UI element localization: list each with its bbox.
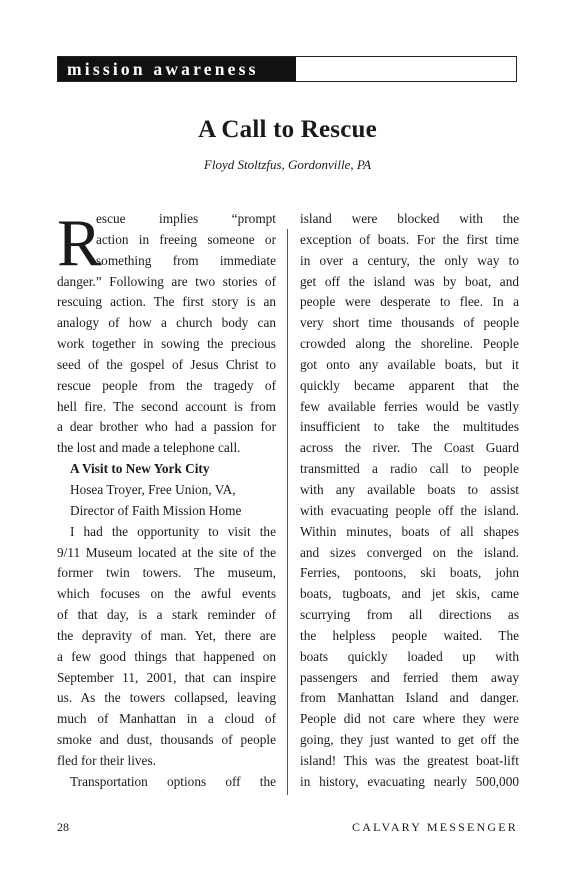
column-divider xyxy=(287,229,288,795)
drop-cap: R xyxy=(57,206,102,280)
text-line: the helpless people waited. The xyxy=(300,627,519,643)
text-line: the depravity of man. Yet, there are xyxy=(57,627,276,643)
text-line: danger.” Following are two stories of xyxy=(57,273,276,289)
text-line: get off the island was by boat, and xyxy=(300,273,519,289)
text-line: going, they just wanted to get off the xyxy=(300,732,519,748)
section-banner xyxy=(57,56,517,82)
text-line: few available ferries would be vastly xyxy=(300,398,519,414)
text-line: fled for their lives. xyxy=(57,752,156,768)
publication-name: CALVARY MESSENGER xyxy=(352,820,518,834)
text-line: I had the opportunity to visit the xyxy=(70,523,276,539)
text-line: transmitted a radio call to people xyxy=(300,461,519,477)
text-line: People did not care where they were xyxy=(300,711,519,727)
text-line: escue implies “prompt xyxy=(96,211,276,226)
text-line: September 11, 2001, that can inspire xyxy=(57,669,276,685)
text-line: Within minutes, boats of all shapes xyxy=(300,523,519,539)
text-line: Transportation options off the xyxy=(70,773,276,789)
text-line: a few good things that happened on xyxy=(57,648,276,664)
text-line: smoke and dust, thousands of people xyxy=(57,732,276,748)
text-line: action in freeing someone or xyxy=(96,231,276,247)
text-line: island were blocked with the xyxy=(300,211,519,226)
text-line: crowded along the shoreline. People xyxy=(300,336,519,352)
text-line: boats, tugboats, and jet skis, came xyxy=(300,586,519,602)
text-line: rescue people from the tragedy of xyxy=(57,377,276,393)
text-line: Ferries, pontoons, ski boats, john xyxy=(300,565,519,581)
author-line: Hosea Troyer, Free Union, VA, xyxy=(70,481,236,497)
text-line: of that day, is a stark reminder of xyxy=(57,607,276,623)
text-line: across the river. The Coast Guard xyxy=(300,440,519,456)
text-line: with any available boats to assist xyxy=(300,481,519,497)
text-line: insufficient to take the multitudes xyxy=(300,419,519,435)
text-line: hell fire. The second account is from xyxy=(57,398,276,414)
text-line: work together in sowing the precious xyxy=(57,336,276,352)
text-line: 9/11 Museum located at the site of the xyxy=(57,544,276,560)
left-column xyxy=(57,206,276,793)
text-line: much of Manhattan in a cloud of xyxy=(57,711,276,727)
text-line: seed of the gospel of Jesus Christ to xyxy=(57,356,276,372)
text-line: a dear brother who had a passion for xyxy=(57,419,276,435)
text-line: in history, evacuating nearly 500,000 xyxy=(300,773,519,789)
text-line: with evacuating people off the island. xyxy=(300,502,519,518)
text-line: quickly became apparent that the xyxy=(300,377,519,393)
text-line: us. As the towers collapsed, leaving xyxy=(57,690,276,706)
text-line: the lost and made a telephone call. xyxy=(57,440,241,456)
article-byline: Floyd Stoltzfus, Gordonville, PA xyxy=(203,157,372,172)
section-label: mission awareness xyxy=(58,57,296,81)
right-column xyxy=(300,209,519,793)
author-line: Director of Faith Mission Home xyxy=(70,502,242,518)
text-line: very short time thousands of people xyxy=(300,315,519,331)
text-line: people were desperate to flee. In a xyxy=(300,294,519,310)
text-line: island! This was the greatest boat-lift xyxy=(300,752,519,768)
text-line: from Manhattan Island and danger. xyxy=(300,690,519,706)
text-line: in over a century, the only way to xyxy=(300,252,519,268)
text-line: rescuing action. The first story is an xyxy=(57,294,276,310)
text-line: passengers and ferried them away xyxy=(300,669,519,685)
article-title: A Call to Rescue xyxy=(198,116,377,143)
text-line: and sizes converged on the island. xyxy=(300,544,519,560)
text-line: something from immediate xyxy=(96,252,276,268)
text-line: which focuses on the awful events xyxy=(57,586,276,602)
text-line: boats quickly loaded up with xyxy=(300,648,519,664)
section-subheading: A Visit to New York City xyxy=(70,461,210,477)
text-line: former twin towers. The museum, xyxy=(57,565,276,581)
text-line: scurrying from all directions as xyxy=(300,607,519,623)
dropcap-paragraph-start xyxy=(57,206,276,280)
page-number: 28 xyxy=(57,820,69,834)
text-line: got onto any available boats, but it xyxy=(300,356,519,372)
text-line: exception of boats. For the first time xyxy=(300,231,519,247)
text-line: analogy of how a church body can xyxy=(57,315,276,331)
